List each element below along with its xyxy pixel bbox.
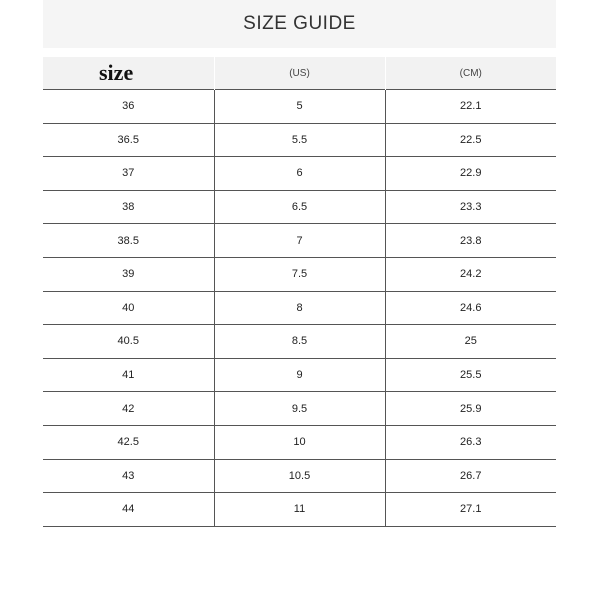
eu-size-cell: 36 (43, 90, 214, 124)
cm-length-cell: 26.7 (385, 459, 556, 493)
eu-size-cell: 40 (43, 291, 214, 325)
header-eu-size: size (43, 57, 214, 90)
eu-size-cell: 39 (43, 257, 214, 291)
table-row (43, 325, 556, 359)
table-row (43, 459, 556, 493)
eu-size-cell: 38 (43, 190, 214, 224)
us-size-cell: 9 (214, 358, 385, 392)
us-size-cell: 6 (214, 157, 385, 191)
table-row (43, 392, 556, 426)
table-row (43, 291, 556, 325)
us-size-cell: 8.5 (214, 325, 385, 359)
us-size-cell: 10 (214, 425, 385, 459)
us-size-cell: 7 (214, 224, 385, 258)
table-row (43, 157, 556, 191)
eu-size-cell: 42.5 (43, 425, 214, 459)
table-row (43, 224, 556, 258)
eu-size-cell: 44 (43, 493, 214, 527)
eu-size-cell: 36.5 (43, 123, 214, 157)
title-bar (43, 0, 556, 48)
table-row (43, 425, 556, 459)
cm-length-cell: 22.1 (385, 90, 556, 124)
header-us-size: (US) (214, 57, 385, 90)
eu-size-cell: 40.5 (43, 325, 214, 359)
eu-size-cell: 38.5 (43, 224, 214, 258)
table-body (43, 90, 556, 527)
table-row (43, 190, 556, 224)
cm-length-cell: 27.1 (385, 493, 556, 527)
cm-length-cell: 25.9 (385, 392, 556, 426)
table-header-row (43, 57, 556, 90)
us-size-cell: 9.5 (214, 392, 385, 426)
us-size-cell: 10.5 (214, 459, 385, 493)
table-row (43, 90, 556, 124)
us-size-cell: 8 (214, 291, 385, 325)
cm-length-cell: 23.3 (385, 190, 556, 224)
eu-size-cell: 37 (43, 157, 214, 191)
cm-length-cell: 24.6 (385, 291, 556, 325)
cm-length-cell: 24.2 (385, 257, 556, 291)
table-row (43, 123, 556, 157)
table-row (43, 257, 556, 291)
us-size-cell: 5 (214, 90, 385, 124)
header-cm-length: (CM) (459, 67, 482, 79)
eu-size-cell: 43 (43, 459, 214, 493)
eu-size-cell: 42 (43, 392, 214, 426)
us-size-cell: 5.5 (214, 123, 385, 157)
eu-size-cell: 41 (43, 358, 214, 392)
us-size-cell: 7.5 (214, 257, 385, 291)
cm-length-cell: 22.9 (385, 157, 556, 191)
cm-length-cell: 25 (385, 325, 556, 359)
us-size-cell: 6.5 (214, 190, 385, 224)
cm-length-cell: 23.8 (385, 224, 556, 258)
size-chart-table (43, 57, 556, 527)
table-row (43, 493, 556, 527)
cm-length-cell: 26.3 (385, 425, 556, 459)
table-row (43, 358, 556, 392)
us-size-cell: 11 (214, 493, 385, 527)
cm-length-cell: 25.5 (385, 358, 556, 392)
page-title: SIZE GUIDE (243, 13, 356, 34)
cm-length-cell: 22.5 (385, 123, 556, 157)
